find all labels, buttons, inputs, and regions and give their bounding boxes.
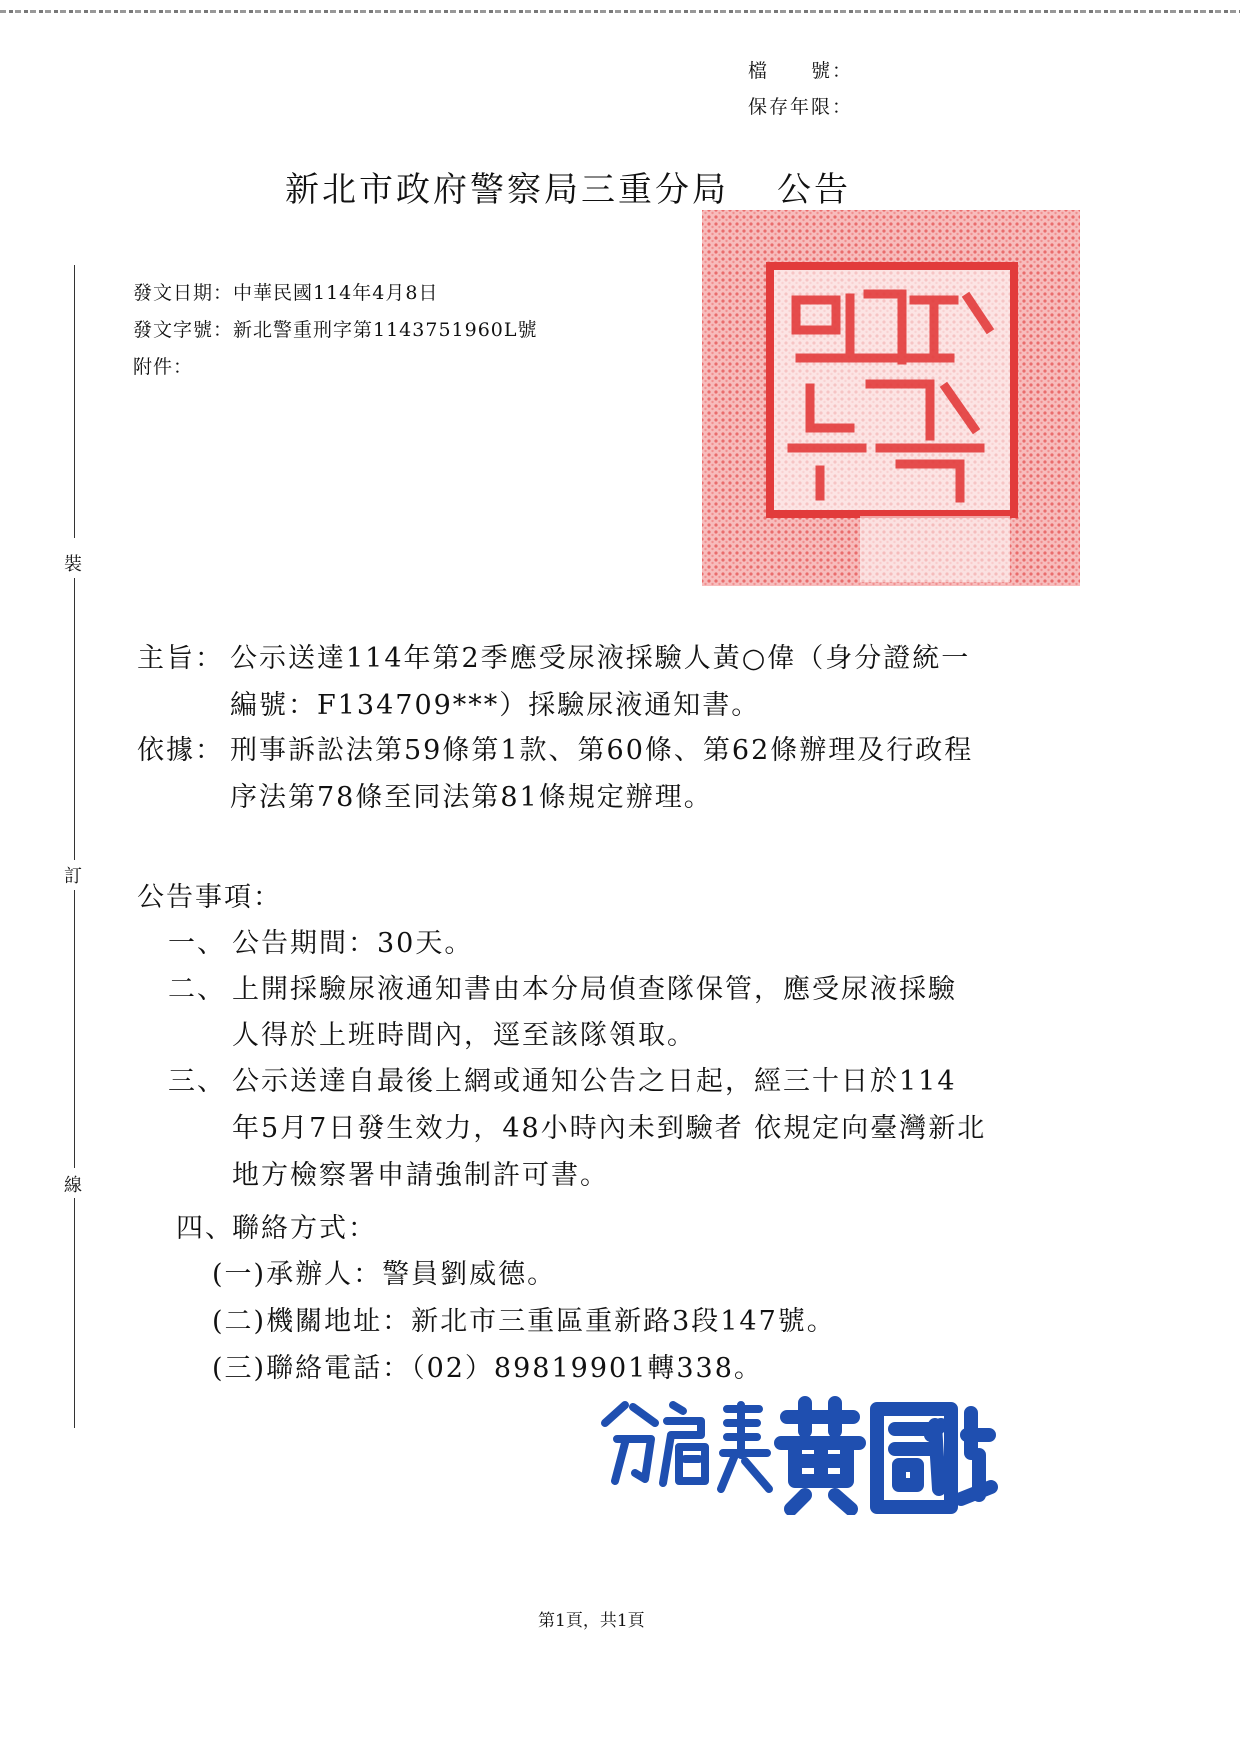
signature-title-strokes [605,1405,769,1489]
notice-item-num: 三、 [168,1066,226,1097]
binding-mark-ding: 訂 [64,866,82,887]
notice-item-line: 聯絡方式： [232,1213,377,1244]
subject-line-1: 公示送達114年第2季應受尿液採驗人黃○偉（身分證統一 [230,643,971,674]
binding-line-seg [74,890,75,1168]
binding-mark-xian: 線 [64,1175,82,1196]
basis-line-2: 序法第78條至同法第81條規定辦理。 [230,782,713,813]
basis-label: 依據： [137,735,224,766]
contact-officer: (一)承辦人：警員劉威德。 [212,1259,557,1290]
basis-line-1: 刑事訴訟法第59條第1款、第60條、第62條辦理及行政程 [230,735,974,766]
official-seal [700,208,1082,588]
notice-heading: 公告事項： [137,882,282,913]
scan-top-border [0,10,1240,13]
notice-item-line: 公示送達自最後上網或通知公告之日起，經三十日於114 [232,1066,957,1097]
notice-item-num: 四、 [176,1213,234,1244]
subject-label: 主旨： [137,643,224,674]
chief-signature [595,1395,1000,1515]
issue-date: 發文日期：中華民國114年4月8日 [133,282,439,304]
contact-phone: (三)聯絡電話：（02）89819901轉338。 [212,1353,763,1384]
subject-line-2: 編號：F134709***）採驗尿液通知書。 [230,690,761,721]
agency-name: 新北市政府警察局三重分局 [285,170,729,210]
contact-address: (二)機關地址：新北市三重區重新路3段147號。 [212,1306,836,1337]
page-number: 第1頁，共1頁 [538,1611,645,1631]
notice-item-num: 一、 [168,928,226,959]
seal-text-area [860,516,1010,582]
attachment-label: 附件： [133,356,194,378]
notice-item-num: 二、 [168,974,226,1005]
notice-item-line: 年5月7日發生效力，48小時內未到驗者 依規定向臺灣新北 [232,1113,987,1144]
notice-item-line: 上開採驗尿液通知書由本分局偵查隊保管，應受尿液採驗 [232,974,957,1005]
notice-item-line: 人得於上班時間內，逕至該隊領取。 [232,1020,696,1051]
notice-item-line: 公告期間：30天。 [232,928,474,959]
issue-reference-number: 發文字號：新北警重刑字第1143751960L號 [133,319,538,341]
binding-line-seg [74,578,75,860]
binding-line-seg [74,265,75,538]
doc-type: 公告 [777,170,851,210]
notice-item-line: 地方檢察署申請強制許可書。 [232,1160,609,1191]
signature-name-strokes [781,1403,991,1509]
file-number-label: 檔 號： [748,60,854,82]
binding-mark-zhuang: 裝 [64,554,82,575]
retention-period-label: 保存年限： [748,96,854,118]
binding-line-seg [74,1198,75,1428]
document-title [285,162,851,211]
